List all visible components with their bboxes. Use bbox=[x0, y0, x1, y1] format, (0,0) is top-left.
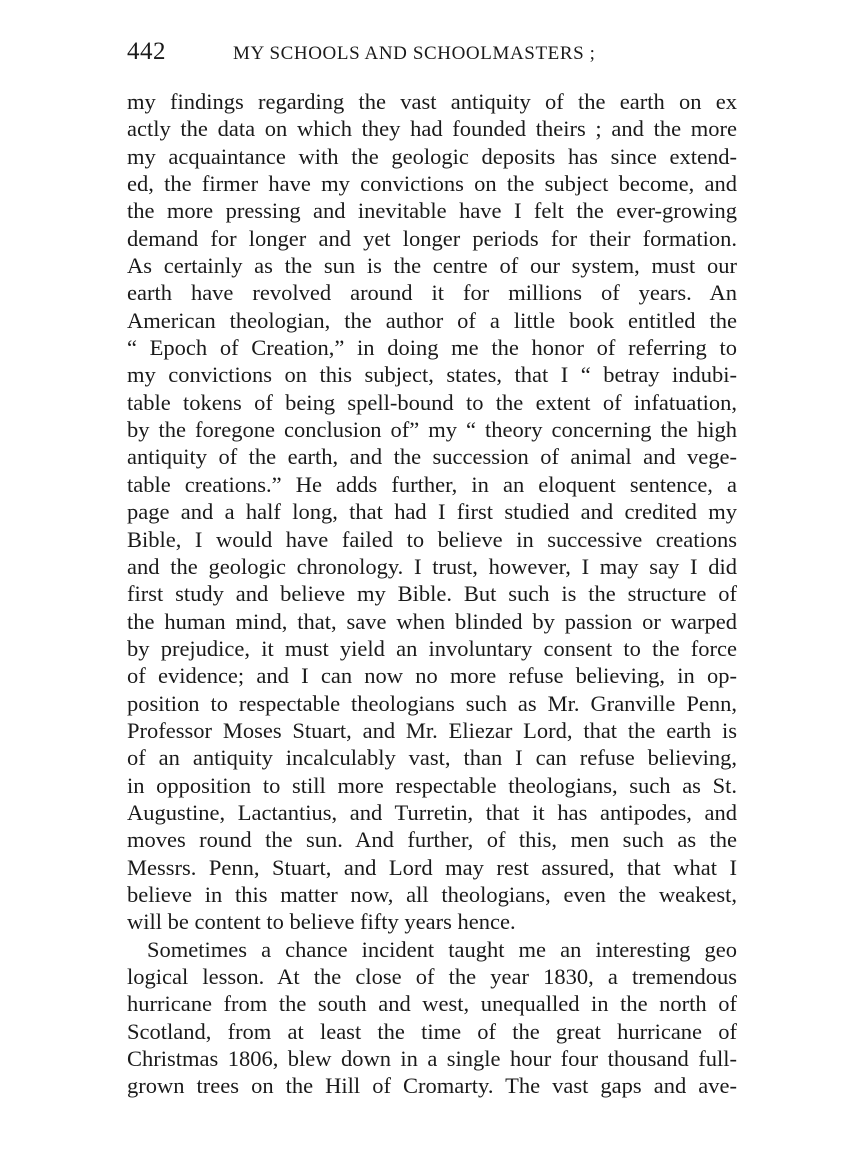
page-number: 442 bbox=[127, 38, 166, 65]
text-line: antiquity of the earth, and the succession of animal and vege- bbox=[127, 444, 737, 470]
paragraph-first-line: Sometimes a chance incident taught me an interesting geo bbox=[147, 936, 737, 962]
text-line: believe in this matter now, all theologians, even the weakest, bbox=[127, 881, 737, 907]
text-line: first study and believe my Bible. But such is the structure of bbox=[127, 581, 737, 607]
text-line: of an antiquity incalculably vast, than I can refuse believing, bbox=[127, 745, 737, 771]
paragraph-last-line: will be content to believe fifty years hence. bbox=[127, 909, 516, 935]
text-line: logical lesson. At the close of the year 1830, a tremendous bbox=[127, 964, 737, 989]
text-line: As certainly as the sun is the centre of our system, must our bbox=[127, 253, 737, 279]
text-line: the more pressing and inevitable have I felt the ever-growing bbox=[127, 198, 737, 224]
text-line: American theologian, the author of a little book entitled the bbox=[127, 307, 737, 333]
text-line: Messrs. Penn, Stuart, and Lord may rest assured, that what I bbox=[127, 854, 737, 880]
text-line: Bible, I would have failed to believe in successive creations bbox=[127, 526, 737, 552]
text-line: Christmas 1806, blew down in a single hour four thousand full- bbox=[127, 1046, 737, 1072]
running-head: MY SCHOOLS AND SCHOOLMASTERS ; bbox=[233, 43, 596, 64]
text-line: “ Epoch of Creation,” in doing me the honor of referring to bbox=[127, 335, 737, 361]
body-text bbox=[127, 88, 737, 1100]
text-line: the human mind, that, save when blinded by passion or warped bbox=[127, 608, 737, 634]
text-line: and the geologic chronology. I trust, however, I may say I did bbox=[127, 553, 737, 579]
text-line: ed, the firmer have my convictions on the subject become, and bbox=[127, 171, 737, 197]
text-line: page and a half long, that had I first studied and credited my bbox=[127, 499, 737, 525]
text-line: grown trees on the Hill of Cromarty. The vast gaps and ave- bbox=[127, 1073, 737, 1099]
text-line: Augustine, Lactantius, and Turretin, that it has antipodes, and bbox=[127, 799, 737, 825]
text-line: by prejudice, it must yield an involuntary consent to the force bbox=[127, 635, 737, 661]
text-line: table tokens of being spell-bound to the extent of infatuation, bbox=[127, 389, 737, 415]
text-line: my convictions on this subject, states, that I “ betray indubi- bbox=[127, 362, 737, 388]
text-line: my findings regarding the vast antiquity of the earth on ex bbox=[127, 89, 737, 114]
text-line: Scotland, from at least the time of the great hurricane of bbox=[127, 1018, 737, 1044]
text-line: my acquaintance with the geologic deposits has since extend- bbox=[127, 143, 737, 169]
text-line: table creations.” He adds further, in an eloquent sentence, a bbox=[127, 471, 737, 497]
text-line: of evidence; and I can now no more refuse believing, in op- bbox=[127, 663, 737, 689]
text-line: by the foregone conclusion of” my “ theory concerning the high bbox=[127, 417, 737, 443]
text-line: moves round the sun. And further, of this, men such as the bbox=[127, 827, 737, 853]
text-line: hurricane from the south and west, unequalled in the north of bbox=[127, 991, 737, 1017]
page-header bbox=[127, 38, 737, 78]
text-line: in opposition to still more respectable theologians, such as St. bbox=[127, 772, 737, 798]
text-line: Professor Moses Stuart, and Mr. Eliezar Lord, that the earth is bbox=[127, 717, 737, 743]
text-line: actly the data on which they had founded theirs ; and the more bbox=[127, 116, 737, 142]
text-line: demand for longer and yet longer periods for their formation. bbox=[127, 225, 737, 251]
text-line: position to respectable theologians such as Mr. Granville Penn, bbox=[127, 690, 737, 716]
text-line: earth have revolved around it for millions of years. An bbox=[127, 280, 737, 306]
